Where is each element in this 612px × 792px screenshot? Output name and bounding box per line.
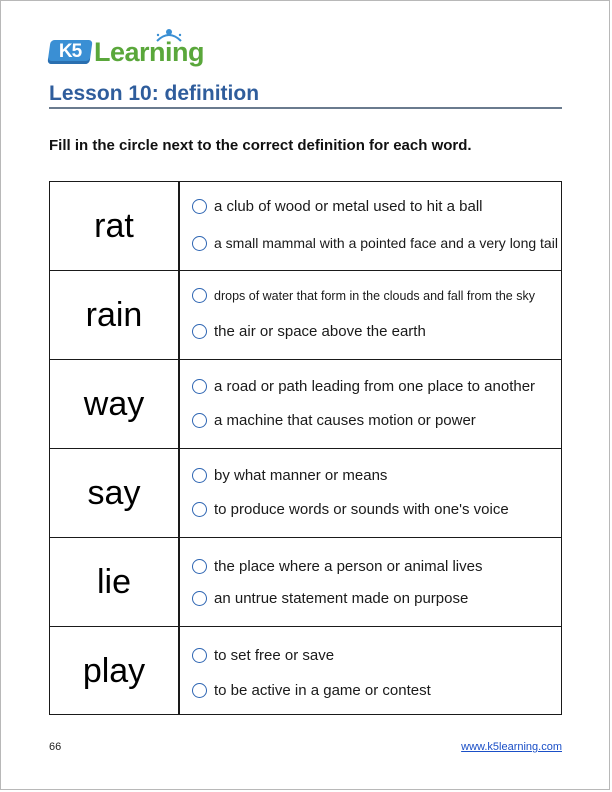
option-item[interactable] bbox=[192, 647, 561, 664]
option-label: the place where a person or animal lives bbox=[214, 558, 483, 575]
website-link[interactable]: www.k5learning.com bbox=[461, 741, 562, 753]
option-label: to produce words or sounds with one's voice bbox=[214, 501, 509, 518]
table-row bbox=[50, 627, 561, 716]
option-label: a road or path leading from one place to another bbox=[214, 378, 536, 395]
table-row bbox=[50, 449, 561, 538]
option-label: the air or space above the earth bbox=[214, 323, 426, 340]
word-table bbox=[49, 181, 562, 715]
option-item[interactable] bbox=[192, 198, 561, 215]
word-cell: play bbox=[82, 652, 146, 690]
radio-circle[interactable] bbox=[192, 559, 207, 574]
options-cell bbox=[180, 271, 561, 359]
table-row bbox=[50, 271, 561, 360]
table-row bbox=[50, 182, 561, 271]
options-cell bbox=[180, 538, 561, 626]
radio-circle[interactable] bbox=[192, 591, 207, 606]
option-label: a club of wood or metal used to hit a ball bbox=[214, 198, 483, 215]
option-item[interactable] bbox=[192, 288, 561, 303]
option-item[interactable] bbox=[192, 235, 561, 251]
radio-circle[interactable] bbox=[192, 236, 207, 251]
options-cell bbox=[180, 360, 561, 448]
option-item[interactable] bbox=[192, 682, 561, 699]
option-item[interactable] bbox=[192, 558, 561, 575]
k5-learning-logo bbox=[49, 35, 205, 71]
option-item[interactable] bbox=[192, 501, 561, 518]
option-item[interactable] bbox=[192, 323, 561, 340]
radio-circle[interactable] bbox=[192, 502, 207, 517]
options-cell bbox=[180, 182, 561, 270]
instructions: Fill in the circle next to the correct definition for each word. bbox=[49, 137, 472, 154]
logo-word: Learning bbox=[94, 37, 205, 67]
word-cell: lie bbox=[96, 562, 132, 601]
option-label: a small mammal with a pointed face and a very long tail bbox=[214, 235, 558, 251]
option-item[interactable] bbox=[192, 378, 561, 395]
word-cell: way bbox=[83, 384, 145, 423]
option-item[interactable] bbox=[192, 590, 561, 607]
option-label: a machine that causes motion or power bbox=[214, 412, 476, 429]
radio-circle[interactable] bbox=[192, 199, 207, 214]
title-rule bbox=[49, 107, 562, 109]
option-label: drops of water that form in the clouds and fall from the sky bbox=[214, 288, 535, 303]
options-cell bbox=[180, 449, 561, 537]
option-item[interactable] bbox=[192, 467, 561, 484]
option-item[interactable] bbox=[192, 412, 561, 429]
logo-figure-icon bbox=[149, 27, 189, 47]
word-cell: rat bbox=[94, 206, 134, 245]
radio-circle[interactable] bbox=[192, 468, 207, 483]
table-row bbox=[50, 360, 561, 449]
option-label: an untrue statement made on purpose bbox=[214, 590, 469, 607]
radio-circle[interactable] bbox=[192, 683, 207, 698]
radio-circle[interactable] bbox=[192, 379, 207, 394]
radio-circle[interactable] bbox=[192, 413, 207, 428]
logo-badge bbox=[47, 40, 92, 64]
page-number: 66 bbox=[49, 741, 62, 753]
options-cell bbox=[180, 627, 561, 716]
radio-circle[interactable] bbox=[192, 288, 207, 303]
word-cell: rain bbox=[85, 295, 143, 334]
option-label: to be active in a game or contest bbox=[214, 682, 431, 699]
lesson-title: Lesson 10: definition bbox=[49, 82, 260, 105]
logo-badge-text: K5 bbox=[58, 41, 82, 62]
table-row bbox=[50, 538, 561, 627]
radio-circle[interactable] bbox=[192, 324, 207, 339]
word-cell: say bbox=[87, 473, 141, 512]
option-label: by what manner or means bbox=[214, 467, 388, 484]
radio-circle[interactable] bbox=[192, 648, 207, 663]
option-label: to set free or save bbox=[214, 647, 335, 664]
